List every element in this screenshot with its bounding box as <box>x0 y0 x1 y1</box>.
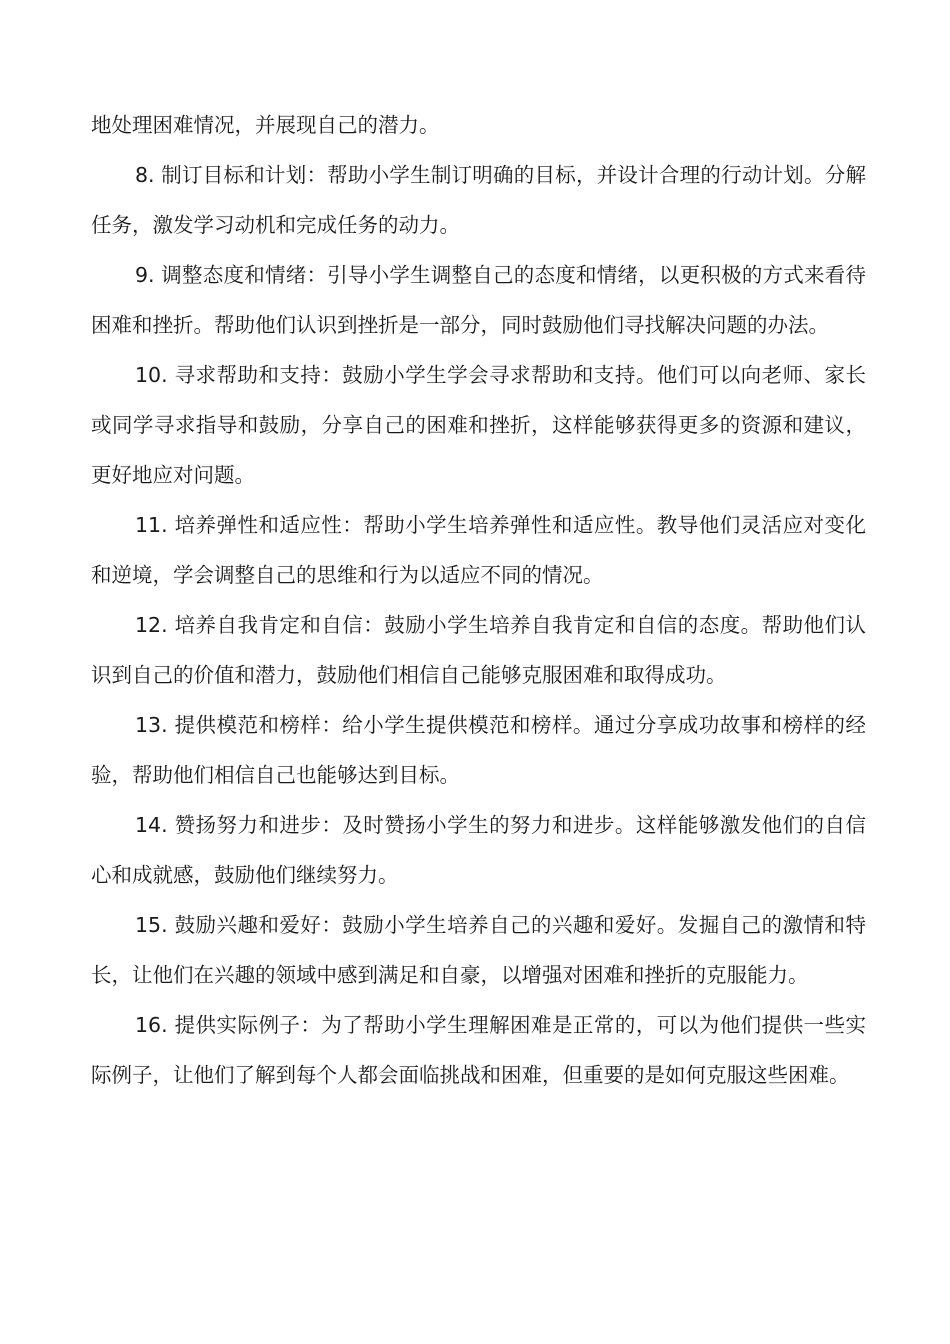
paragraph-item-16: 16. 提供实际例子：为了帮助小学生理解困难是正常的，可以为他们提供一些实际例子，让他们了解到每个人都会面临挑战和困难，但重要的是如何克服这些困难。 <box>91 1013 866 1087</box>
paragraph-item-13: 13. 提供模范和榜样：给小学生提供模范和榜样。通过分享成功故事和榜样的经验，帮助他们相信自己也能够达到目标。 <box>91 713 866 787</box>
paragraph-item-12: 12. 培养自我肯定和自信：鼓励小学生培养自我肯定和自信的态度。帮助他们认识到自己的价值和潜力，鼓励他们相信自己能够克服困难和取得成功。 <box>91 613 866 687</box>
paragraph-item-10: 10. 寻求帮助和支持：鼓励小学生学会寻求帮助和支持。他们可以向老师、家长或同学寻求指导和鼓励，分享自己的困难和挫折，这样能够获得更多的资源和建议，更好地应对问题。 <box>91 363 866 487</box>
paragraph-item-9: 9. 调整态度和情绪：引导小学生调整自己的态度和情绪，以更积极的方式来看待困难和挫折。帮助他们认识到挫折是一部分，同时鼓励他们寻找解决问题的办法。 <box>91 263 866 337</box>
paragraph-item-15: 15. 鼓励兴趣和爱好：鼓励小学生培养自己的兴趣和爱好。发掘自己的激情和特长，让他们在兴趣的领域中感到满足和自豪，以增强对困难和挫折的克服能力。 <box>91 913 866 987</box>
paragraph-item-14: 14. 赞扬努力和进步：及时赞扬小学生的努力和进步。这样能够激发他们的自信心和成就感，鼓励他们继续努力。 <box>91 813 866 887</box>
paragraph-item-8: 8. 制订目标和计划：帮助小学生制订明确的目标，并设计合理的行动计划。分解任务，激发学习动机和完成任务的动力。 <box>91 163 866 237</box>
document-page <box>91 100 866 1100</box>
paragraph-item-11: 11. 培养弹性和适应性：帮助小学生培养弹性和适应性。教导他们灵活应对变化和逆境，学会调整自己的思维和行为以适应不同的情况。 <box>91 513 866 587</box>
paragraph-continuation: 地处理困难情况，并展现自己的潜力。 <box>91 113 440 137</box>
